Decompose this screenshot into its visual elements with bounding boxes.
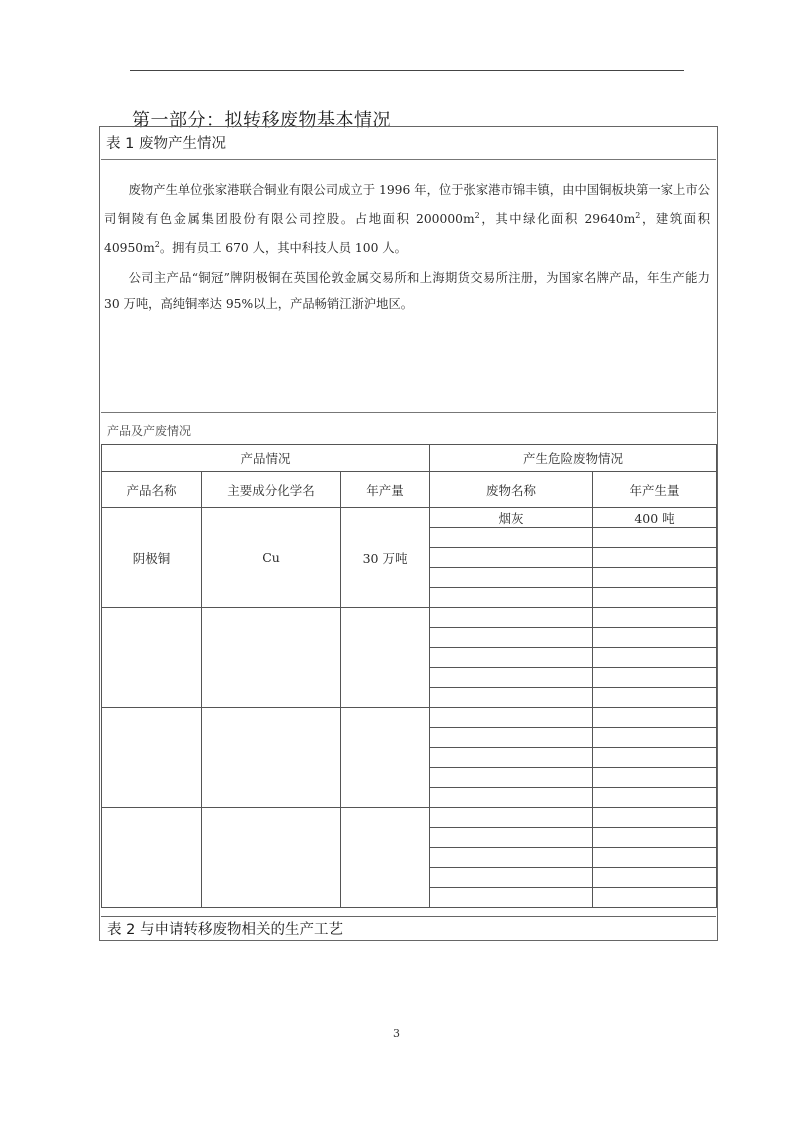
cell-waste-amount	[593, 688, 717, 708]
cell-waste-amount	[593, 868, 717, 888]
intro-text: ，建筑面积 40950m	[104, 212, 710, 256]
cell-annual-output	[341, 708, 430, 808]
cell-annual-output: 30 万吨	[341, 508, 430, 608]
cell-waste-name	[430, 788, 593, 808]
intro-text: 废物产生单位张家港联合铜业有限公司成立于 1996 年，位于张家港市锦丰镇，由中国铜板块第一家上市公司铜陵有色金属集团股份有限公司控股。占地面积 200000m	[104, 183, 710, 227]
cell-waste-name	[430, 608, 593, 628]
product-group-header: 产品情况	[102, 445, 430, 472]
cell-waste-name	[430, 568, 593, 588]
cell-product-name	[102, 808, 202, 908]
cell-main-component	[202, 708, 341, 808]
intro-paragraph-1	[104, 177, 710, 261]
superscript: 2	[635, 211, 641, 220]
cell-waste-name	[430, 728, 593, 748]
company-intro	[104, 177, 710, 321]
table2-title: 表 2 与申请转移废物相关的生产工艺	[101, 916, 716, 940]
table1-title: 表 1 废物产生情况	[101, 128, 716, 160]
cell-waste-amount	[593, 748, 717, 768]
cell-waste-amount	[593, 608, 717, 628]
cell-waste-name	[430, 868, 593, 888]
col-main-component: 主要成分化学名	[202, 472, 341, 508]
cell-waste-name	[430, 528, 593, 548]
cell-main-component	[202, 808, 341, 908]
cell-waste-name	[430, 548, 593, 568]
cell-waste-name	[430, 828, 593, 848]
cell-waste-amount	[593, 668, 717, 688]
cell-waste-amount	[593, 828, 717, 848]
col-product-name: 产品名称	[102, 472, 202, 508]
waste-group-header: 产生危险废物情况	[430, 445, 717, 472]
cell-waste-amount	[593, 728, 717, 748]
cell-waste-name	[430, 748, 593, 768]
cell-waste-name	[430, 848, 593, 868]
waste-sub-row	[102, 808, 717, 828]
cell-waste-amount	[593, 568, 717, 588]
cell-product-name	[102, 608, 202, 708]
waste-sub-row	[102, 508, 717, 528]
cell-waste-amount	[593, 548, 717, 568]
intro-text: 。拥有员工 670 人，其中科技人员 100 人。	[159, 241, 407, 256]
intro-paragraph-2: 公司主产品“铜冠”牌阴极铜在英国伦敦金属交易所和上海期货交易所注册，为国家名牌产品，年生产能力 30 万吨，高纯铜率达 95%以上，产品畅销江浙沪地区。	[104, 271, 710, 312]
cell-waste-amount	[593, 768, 717, 788]
cell-waste-name	[430, 808, 593, 828]
cell-main-component: Cu	[202, 508, 341, 608]
waste-sub-row	[102, 608, 717, 628]
cell-waste-amount	[593, 528, 717, 548]
cell-waste-name	[430, 628, 593, 648]
header-rule	[130, 70, 684, 71]
col-annual-output: 年产量	[341, 472, 430, 508]
superscript: 2	[154, 240, 160, 250]
cell-waste-name: 烟灰	[430, 508, 593, 528]
cell-waste-amount	[593, 888, 717, 908]
column-header-row	[102, 472, 717, 508]
products-waste-label: 产品及产废情况	[101, 412, 716, 444]
cell-waste-name	[430, 768, 593, 788]
cell-waste-name	[430, 888, 593, 908]
page-number: 3	[393, 1027, 400, 1040]
cell-waste-name	[430, 648, 593, 668]
cell-waste-amount	[593, 648, 717, 668]
cell-waste-name	[430, 668, 593, 688]
col-annual-generation: 年产生量	[593, 472, 717, 508]
section-title: 第一部分：拟转移废物基本情况	[132, 110, 391, 131]
cell-product-name	[102, 708, 202, 808]
superscript: 2	[474, 211, 480, 220]
cell-waste-amount	[593, 848, 717, 868]
group-header-row	[102, 445, 717, 472]
col-waste-name: 废物名称	[430, 472, 593, 508]
cell-waste-name	[430, 688, 593, 708]
cell-product-name: 阴极铜	[102, 508, 202, 608]
cell-waste-amount	[593, 788, 717, 808]
cell-annual-output	[341, 608, 430, 708]
cell-waste-amount	[593, 628, 717, 648]
cell-waste-name	[430, 588, 593, 608]
cell-waste-amount	[593, 808, 717, 828]
cell-main-component	[202, 608, 341, 708]
cell-waste-amount: 400 吨	[593, 508, 717, 528]
cell-waste-amount	[593, 588, 717, 608]
cell-waste-name	[430, 708, 593, 728]
cell-annual-output	[341, 808, 430, 908]
products-waste-table	[101, 444, 717, 908]
waste-sub-row	[102, 708, 717, 728]
cell-waste-amount	[593, 708, 717, 728]
intro-text: ，其中绿化面积 29640m	[479, 212, 636, 227]
